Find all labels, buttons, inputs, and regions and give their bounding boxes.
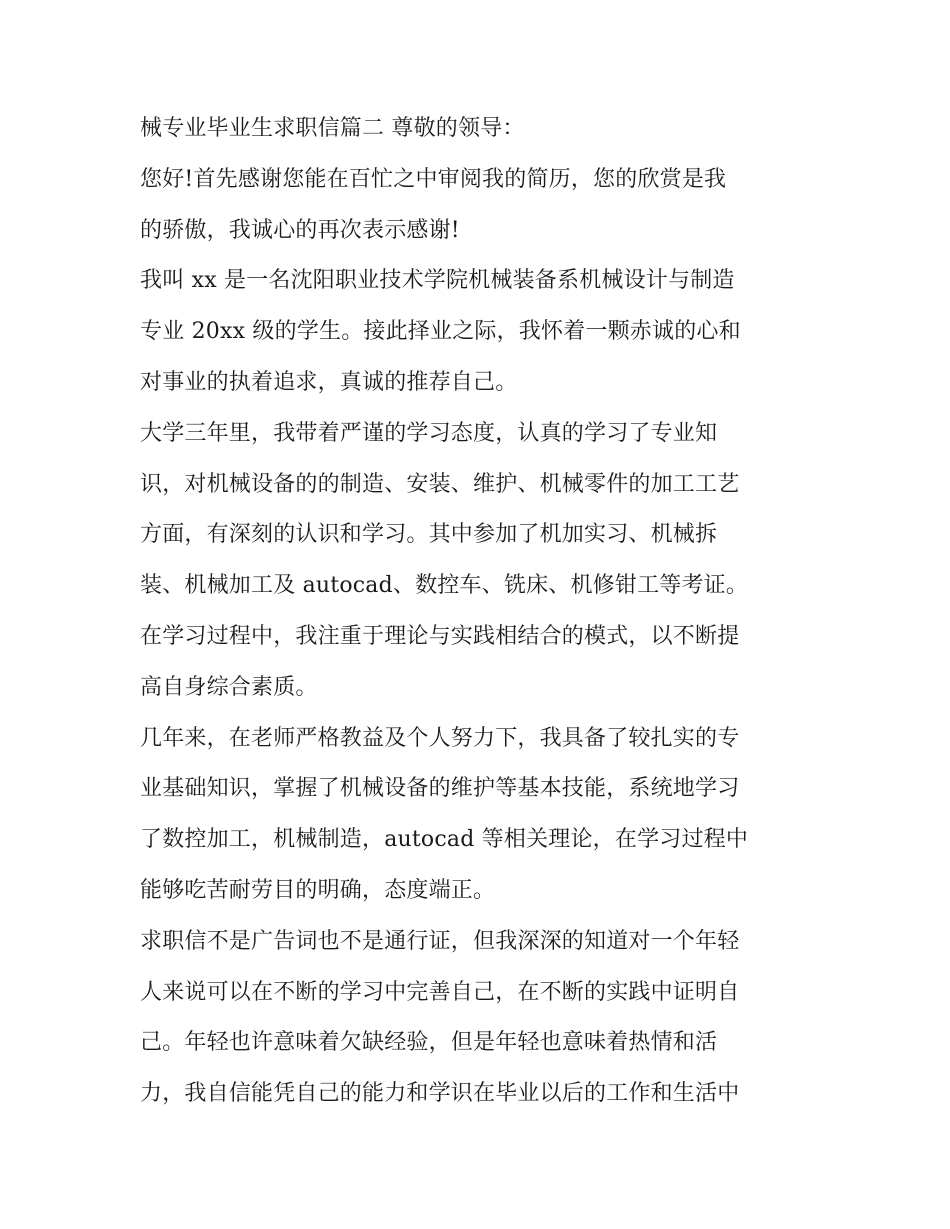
text-line: 的骄傲，我诚心的再次表示感谢!: [140, 217, 460, 243]
text-line: 您好!首先感谢您能在百忙之中审阅我的简历，您的欣赏是我: [140, 166, 727, 192]
text-line: 方面，有深刻的认识和学习。其中参加了机加实习、机械拆: [140, 522, 718, 548]
text-line: 力，我自信能凭自己的能力和学识在毕业以后的工作和生活中: [140, 1081, 740, 1107]
text-line: 专业 20xx 级的学生。接此择业之际，我怀着一颗赤诚的心和: [140, 319, 741, 345]
text-line: 高自身综合素质。: [140, 674, 318, 700]
text-line: 装、机械加工及 autocad、数控车、铣床、机修钳工等考证。: [140, 573, 749, 599]
letter-body: [140, 104, 820, 1120]
text-line: 己。年轻也许意味着欠缺经验，但是年轻也意味着热情和活: [140, 1030, 718, 1056]
text-line: 几年来，在老师严格教益及个人努力下，我具备了较扎实的专: [140, 725, 740, 751]
text-line: 在学习过程中，我注重于理论与实践相结合的模式，以不断提: [140, 623, 740, 649]
text-line: 求职信不是广告词也不是通行证，但我深深的知道对一个年轻: [140, 928, 740, 954]
text-line: 人来说可以在不断的学习中完善自己，在不断的实践中证明自: [140, 979, 740, 1005]
text-line: 能够吃苦耐劳目的明确，态度端正。: [140, 877, 496, 903]
text-line: 业基础知识，掌握了机械设备的维护等基本技能，系统地学习: [140, 776, 740, 802]
text-line: 了数控加工，机械制造，autocad 等相关理论，在学习过程中: [140, 827, 749, 853]
text-line: 大学三年里，我带着严谨的学习态度，认真的学习了专业知: [140, 420, 718, 446]
text-line: 我叫 xx 是一名沈阳职业技术学院机械装备系机械设计与制造: [140, 268, 735, 294]
text-line: 识，对机械设备的的制造、安装、维护、机械零件的加工工艺: [140, 471, 740, 497]
text-line: 对事业的执着追求，真诚的推荐自己。: [140, 369, 518, 395]
text-line: 械专业毕业生求职信篇二 尊敬的领导：: [140, 116, 525, 141]
